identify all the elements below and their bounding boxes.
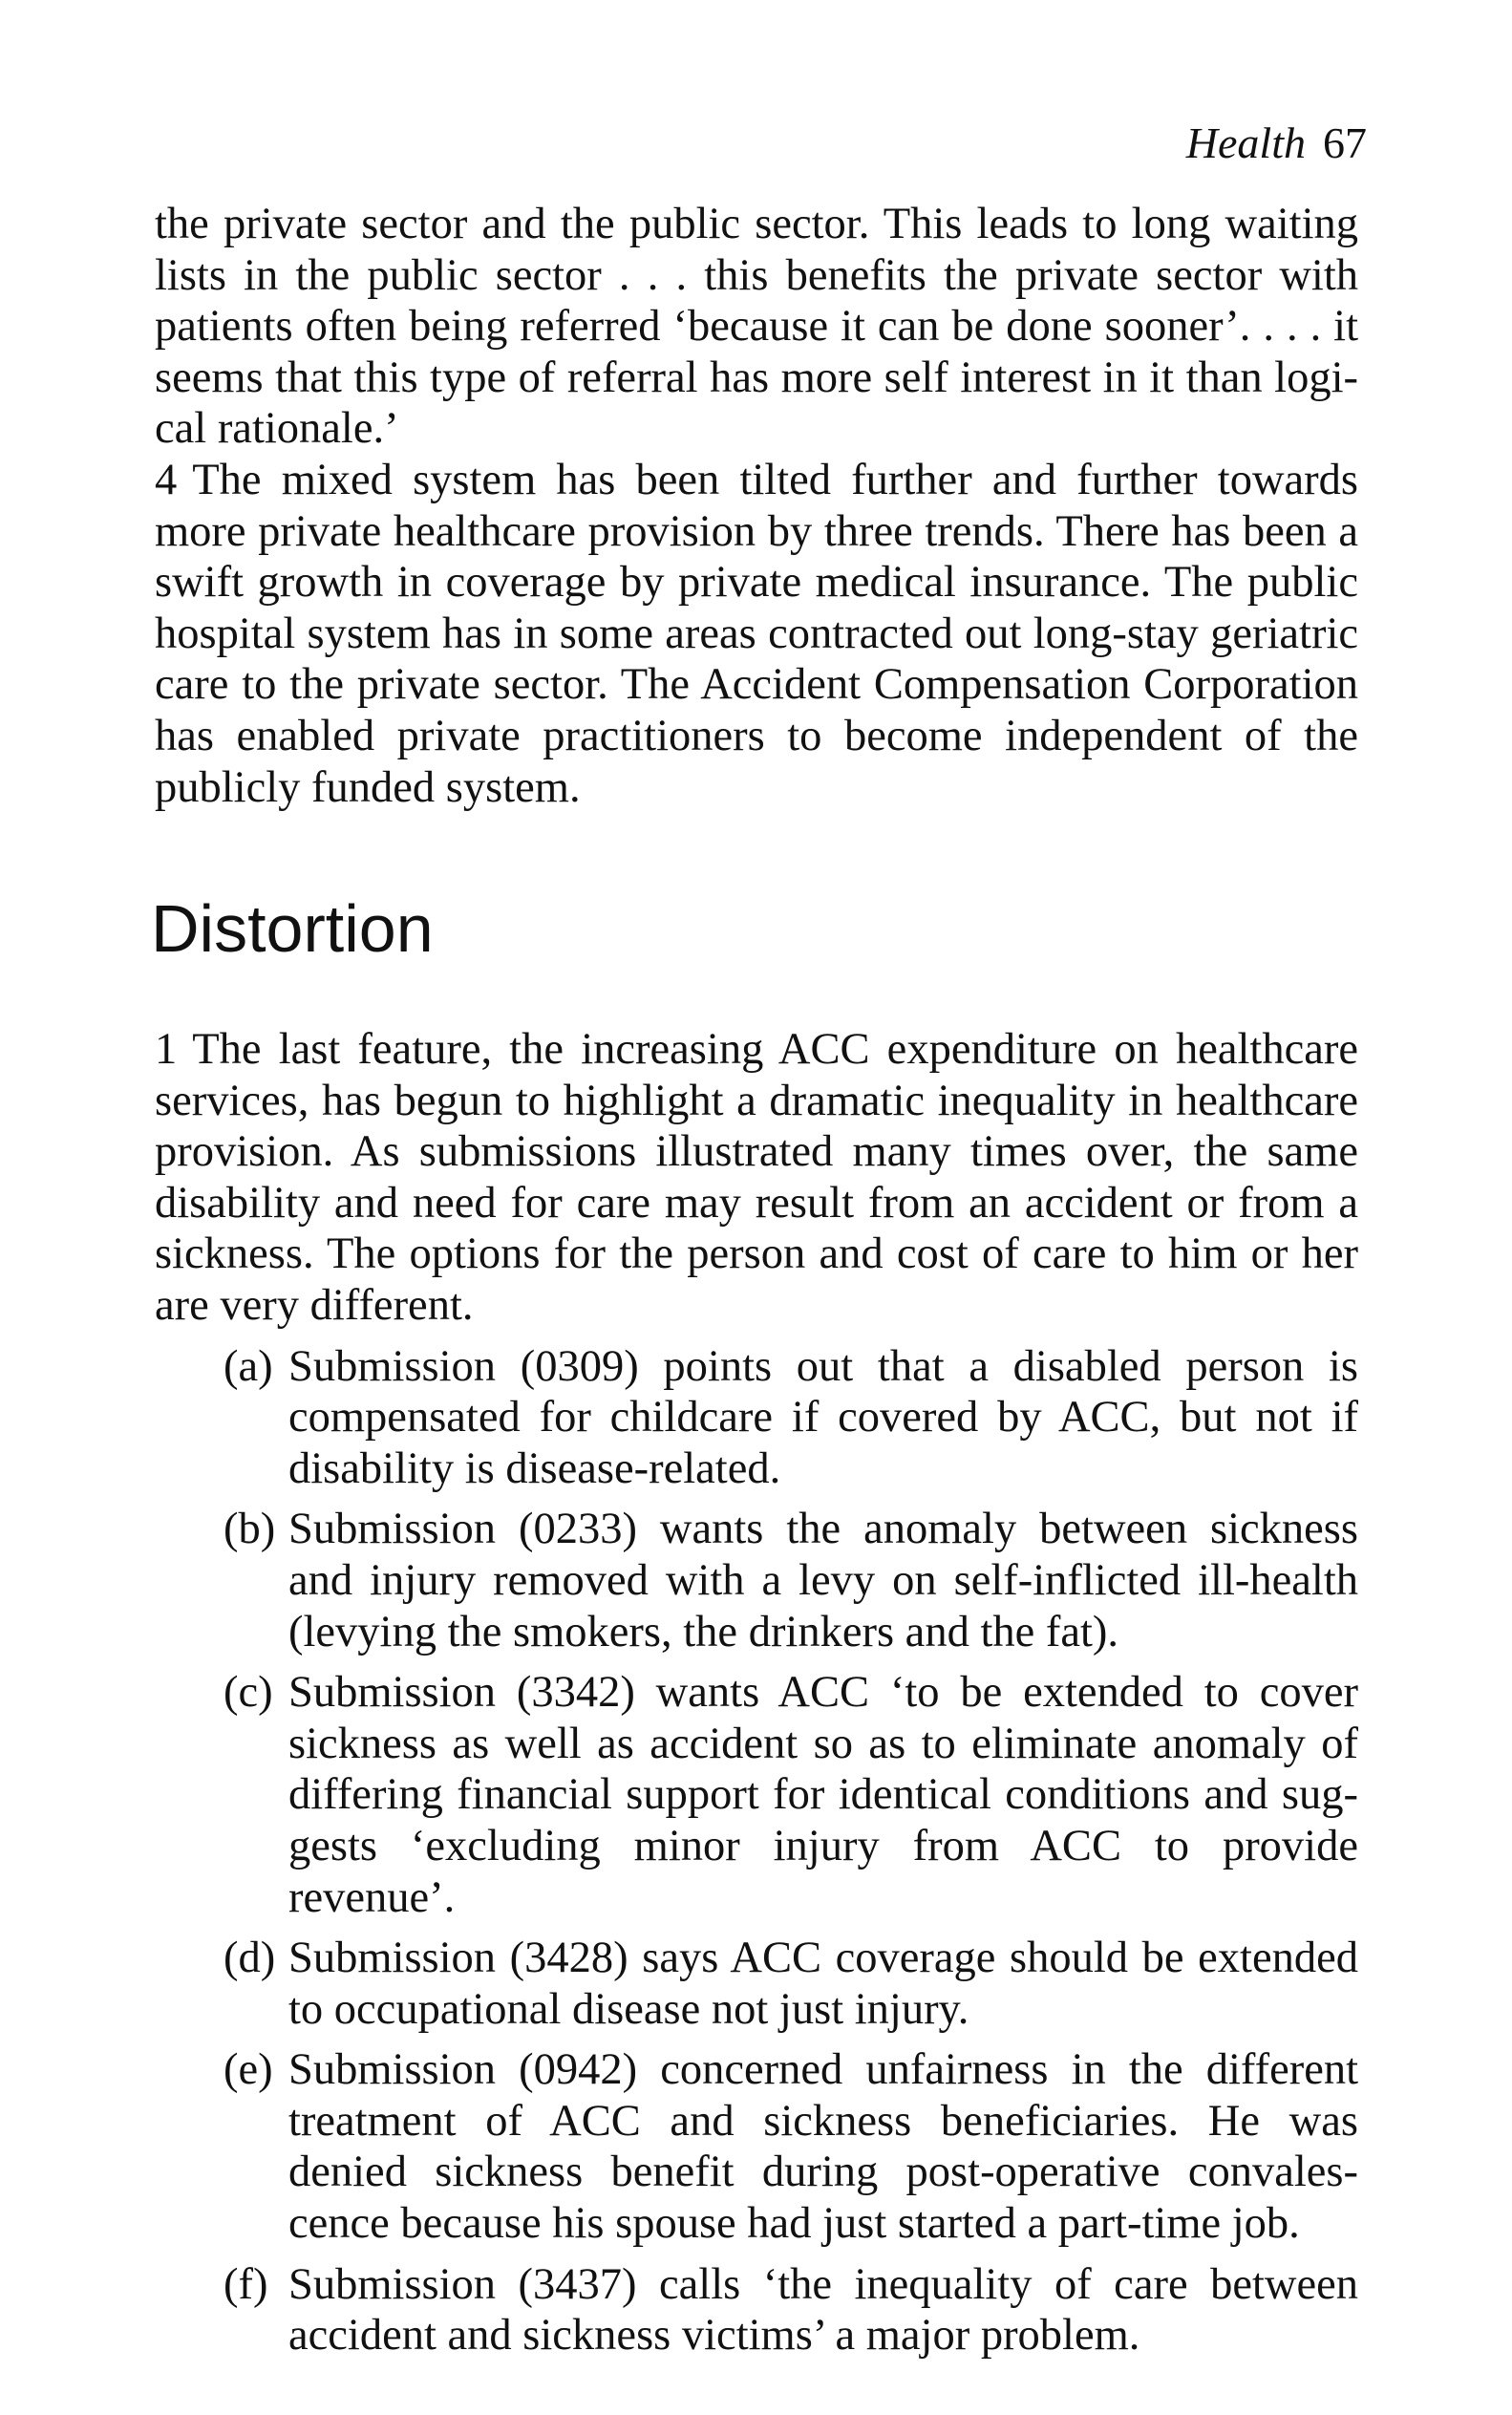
item-label: (b)	[224, 1505, 276, 1554]
submission-item	[155, 1933, 1358, 2035]
continued-quote-paragraph	[155, 199, 1358, 455]
running-head	[1186, 117, 1367, 170]
item-text: Submission (0942) concerned unfairness in the different treatment of ACC and sickness beneficiaries. He was denied sickness benefit during post-operative convalescence because his spouse had just started a part-time job.	[288, 2045, 1358, 2249]
submission-item	[155, 1341, 1358, 1495]
submission-item	[155, 1504, 1358, 1657]
paragraph-text: The last feature, the increasing ACC expenditure on healthcare services, has begun to highlight a dramatic inequality in healthcare provision. As submissions illustrated many times over, the same disability and need for care may result from an accident or from a sickness. The options for the person and cost of care to him or her are very different.	[155, 1025, 1358, 1330]
item-text: Submission (0309) points out that a disabled person is compensated for childcare if covered by ACC, but not if disability is disease-related.	[288, 1341, 1358, 1493]
paragraph-number: 1	[155, 1025, 178, 1074]
submission-item	[155, 2259, 1358, 2362]
item-label: (f)	[224, 2259, 268, 2309]
section-heading: Distortion	[151, 891, 434, 966]
item-text: Submission (3342) wants ACC ‘to be extended to cover sickness as well as accident so as to eliminate anomaly of differing financial support for identical conditions and suggests ‘excluding minor injury from ACC to provide revenue’.	[288, 1668, 1358, 1922]
continued-text-block	[155, 199, 1358, 813]
paragraph-4	[155, 455, 1358, 813]
distortion-section	[155, 1024, 1358, 2362]
submission-list	[155, 1341, 1358, 2362]
item-text: Submission (0233) wants the anomaly between sickness and injury removed with a levy on self-inflicted ill-health (levying the smokers, the drinkers and the fat).	[288, 1505, 1358, 1656]
paragraph-number: 4	[155, 455, 178, 504]
submission-item	[155, 1667, 1358, 1923]
item-text: Submission (3437) calls ‘the inequality of care between accident and sickness victims’ a major problem.	[288, 2259, 1358, 2361]
paragraph-text: The mixed system has been tilted further and further towards more private healthcare provision by three trends. There has been a swift growth in coverage by private medical insurance. The public hospital system has in some areas contracted out long-stay geriatric care to the private sector. The Accident Compensation Corporation has enabled private practitioners to become independent of the publicly funded system.	[155, 455, 1358, 812]
running-head-section: Health	[1185, 118, 1306, 167]
item-label: (e)	[224, 2045, 273, 2095]
submission-item	[155, 2044, 1358, 2249]
page-number: 67	[1323, 118, 1367, 167]
item-text: Submission (3428) says ACC coverage should be extended to occupational disease not just injury.	[288, 1934, 1358, 2034]
item-label: (a)	[224, 1341, 273, 1391]
paragraph-1	[155, 1024, 1358, 1332]
item-label: (d)	[224, 1934, 276, 1983]
item-label: (c)	[224, 1668, 273, 1718]
paragraph-text: the private sector and the public sector. This leads to long waiting lists in the public sector . . . this benefits the private sector with patients often being referred ‘because it can be done sooner’. . . . it seems that this type of referral has more self interest in it than logical rationale.’	[155, 200, 1358, 454]
